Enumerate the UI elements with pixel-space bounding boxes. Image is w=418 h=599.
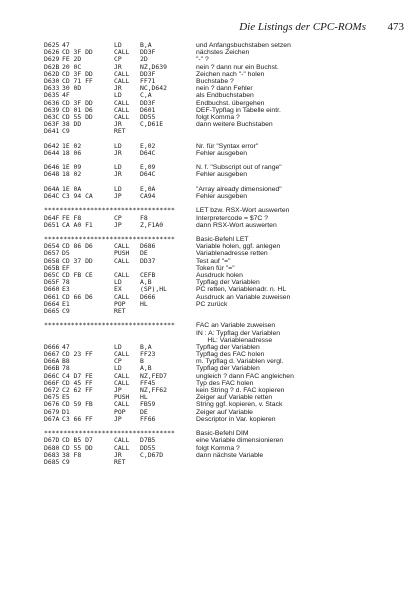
address: D639	[44, 105, 60, 114]
opcode-bytes: 47	[62, 342, 70, 351]
code-line	[44, 114, 414, 121]
code-comment: Zeiger auf Variable	[196, 408, 253, 416]
opcode-bytes: 38 DD	[62, 120, 82, 129]
operand: HL	[140, 299, 148, 308]
operand: HL	[140, 393, 148, 402]
opcode-bytes: E1	[62, 299, 70, 308]
operand: C,D67D	[140, 450, 164, 459]
code-comment: Test auf "="	[196, 257, 231, 265]
code-line	[44, 351, 414, 358]
operand: NZ,D639	[140, 62, 167, 71]
mnemonic: RET	[114, 127, 126, 136]
code-comment: und Anfangsbuchstaben setzen	[196, 42, 291, 49]
code-line	[44, 437, 414, 444]
operand: (SP),HL	[140, 285, 167, 294]
code-comment: Typflag der Variablen	[196, 365, 260, 373]
mnemonic: CALL	[114, 350, 130, 359]
section-divider	[44, 207, 414, 214]
opcode-bytes: 1E 0A	[62, 184, 82, 193]
address: D626	[44, 48, 60, 57]
mnemonic: POP	[114, 299, 126, 308]
mnemonic: POP	[114, 407, 126, 416]
code-comment: Endbuchst. übergehen	[196, 99, 265, 107]
asterisk-rule: **********************************	[44, 206, 175, 215]
address: D679	[44, 407, 60, 416]
mnemonic: CALL	[114, 98, 130, 107]
address: D685	[44, 457, 60, 466]
address: D66F	[44, 378, 60, 387]
code-comment: Variablenadresse retten	[196, 250, 268, 258]
opcode-bytes: CD 37 DD	[62, 256, 93, 265]
page-title: Die Listings der CPC-ROMs	[239, 21, 366, 33]
mnemonic: JR	[114, 450, 122, 459]
code-line	[44, 452, 414, 459]
section-comment: Basic-Befehl LET	[196, 236, 249, 244]
code-comment: Token für "="	[196, 264, 235, 272]
code-line	[44, 128, 414, 135]
address: D661	[44, 292, 60, 301]
address: D644	[44, 148, 60, 157]
operand: DD3F	[140, 69, 156, 78]
code-line	[44, 92, 414, 99]
opcode-bytes: CD 3F DD	[62, 48, 93, 57]
operand: DE	[140, 249, 148, 258]
address: D625	[44, 41, 60, 49]
code-line	[44, 358, 414, 365]
address: D651	[44, 220, 60, 229]
address: D64F	[44, 213, 60, 222]
code-line	[44, 49, 414, 56]
address: D65B	[44, 263, 60, 272]
mnemonic: CP	[114, 213, 122, 222]
code-comment: Zeichen nach "-" holen	[196, 70, 265, 78]
mnemonic: JR	[114, 84, 122, 93]
opcode-bytes: CD 23 FF	[62, 350, 93, 359]
opcode-bytes: CD 55 DD	[62, 112, 93, 121]
operand: D64C	[140, 148, 156, 157]
code-line	[44, 286, 414, 293]
code-comment: dann weitere Buchstaben	[196, 121, 273, 129]
code-line	[44, 121, 414, 128]
code-line	[44, 294, 414, 301]
code-line	[44, 42, 414, 49]
mnemonic: CALL	[114, 436, 130, 445]
code-line	[44, 143, 414, 150]
operand: D7B5	[140, 436, 156, 445]
mnemonic: CALL	[114, 112, 130, 121]
mnemonic: RET	[114, 457, 126, 466]
code-line	[44, 394, 414, 401]
code-comment: nächstes Zeichen	[196, 49, 250, 57]
mnemonic: JR	[114, 62, 122, 71]
code-comment: m. Typflag d. Variablen vergl.	[196, 358, 284, 366]
mnemonic: CALL	[114, 443, 130, 452]
address: D65C	[44, 271, 60, 279]
code-comment: Variable holen, ggf. anlegen	[196, 243, 281, 251]
code-line	[44, 78, 414, 85]
opcode-bytes: 18 02	[62, 170, 82, 179]
code-comment: Typflag des FAC holen	[196, 351, 265, 359]
mnemonic: CALL	[114, 378, 130, 387]
mnemonic: JP	[114, 220, 122, 229]
code-line	[44, 380, 414, 387]
opcode-bytes: C4 D7 FE	[62, 371, 93, 380]
opcode-bytes: C2 62 FF	[62, 386, 93, 394]
mnemonic: CALL	[114, 256, 130, 265]
mnemonic: LD	[114, 141, 122, 150]
code-line	[44, 85, 414, 92]
opcode-bytes: CA A0 F1	[62, 220, 93, 229]
operand: Z,F1A0	[140, 220, 164, 229]
mnemonic: LD	[114, 163, 122, 172]
address: D62B	[44, 62, 60, 71]
code-comment: ungleich ? dann FAC angleichen	[196, 372, 294, 380]
opcode-bytes: CD FB CE	[62, 271, 93, 279]
operand: B	[140, 357, 144, 366]
address: D630	[44, 76, 60, 85]
code-comment: Descriptor in Var. kopieren	[196, 415, 276, 423]
address: D666	[44, 342, 60, 351]
code-line	[44, 365, 414, 372]
operand: B,A	[140, 342, 152, 351]
mnemonic: CALL	[114, 76, 130, 85]
address: D66A	[44, 357, 60, 366]
mnemonic: JR	[114, 148, 122, 157]
operand: A,B	[140, 364, 152, 373]
opcode-bytes: CD 3F DD	[62, 69, 93, 78]
operand: NC,D642	[140, 84, 167, 93]
code-comment: Buchstabe ?	[196, 77, 234, 85]
section-comment: HL: Variablenadresse	[196, 336, 273, 344]
code-comment: Fehler ausgeben	[196, 149, 248, 157]
code-comment: Typflag der Variablen	[196, 343, 260, 351]
mnemonic: CALL	[114, 271, 130, 279]
opcode-bytes: 1E 09	[62, 163, 82, 172]
opcode-bytes: D1	[62, 407, 70, 416]
code-comment: DEF-Typflag in Tabelle eintr.	[196, 106, 281, 114]
address: D65F	[44, 278, 60, 287]
opcode-bytes: CD 01 D6	[62, 105, 93, 114]
code-comment: "-" ?	[196, 56, 209, 64]
operand: D666	[140, 292, 156, 301]
section-comment-line	[44, 330, 414, 337]
code-comment: nein ? dann Fehler	[196, 85, 253, 93]
address: D676	[44, 400, 60, 409]
opcode-bytes: 78	[62, 364, 70, 373]
mnemonic: CALL	[114, 69, 130, 78]
opcode-bytes: B8	[62, 357, 70, 366]
code-line	[44, 64, 414, 71]
address: D664	[44, 299, 60, 308]
address: D63F	[44, 120, 60, 129]
address: D675	[44, 393, 60, 402]
code-line	[44, 373, 414, 380]
code-comment: folgt Komma ?	[196, 113, 240, 121]
address: D667	[44, 350, 60, 359]
mnemonic: JP	[114, 386, 122, 394]
page-number: 473	[387, 21, 404, 33]
opcode-bytes: CD 3F DD	[62, 98, 93, 107]
mnemonic: CALL	[114, 400, 130, 409]
code-line	[44, 193, 414, 200]
opcode-bytes: 4F	[62, 91, 70, 100]
opcode-bytes: 78	[62, 278, 70, 287]
address: D64A	[44, 184, 60, 193]
code-comment: Interpretercode = $7C ?	[196, 214, 268, 222]
section-divider	[44, 322, 414, 329]
address: D680	[44, 443, 60, 452]
operand: E,0A	[140, 184, 156, 193]
mnemonic: CALL	[114, 242, 130, 251]
code-comment: PC zurück	[196, 300, 228, 308]
address: D646	[44, 163, 60, 172]
operand: FB59	[140, 400, 156, 409]
address: D642	[44, 141, 60, 150]
opcode-bytes: FE F8	[62, 213, 82, 222]
code-line	[44, 301, 414, 308]
opcode-bytes: CD 66 D6	[62, 292, 93, 301]
code-comment: folgt Komma ?	[196, 444, 240, 452]
mnemonic: LD	[114, 184, 122, 193]
address: D636	[44, 98, 60, 107]
mnemonic: EX	[114, 285, 122, 294]
opcode-bytes: C9	[62, 457, 70, 466]
code-line	[44, 265, 414, 272]
code-line	[44, 308, 414, 315]
code-line	[44, 258, 414, 265]
page-header	[0, 0, 418, 40]
code-comment: Typflag der Variablen	[196, 279, 260, 287]
operand: F8	[140, 213, 148, 222]
section-comment: IN : A: Typflag der Variablen	[196, 329, 281, 337]
code-line	[44, 409, 414, 416]
code-comment: "Array already dimensioned"	[196, 185, 282, 193]
operand: C,D61E	[140, 120, 164, 129]
code-comment: String ggf. kopieren, v. Stack	[196, 401, 283, 409]
mnemonic: LD	[114, 278, 122, 287]
code-line	[44, 387, 414, 394]
mnemonic: JR	[114, 120, 122, 129]
operand: E,09	[140, 163, 156, 172]
mnemonic: PUSH	[114, 249, 130, 258]
opcode-bytes: EF	[62, 263, 70, 272]
address: D648	[44, 170, 60, 179]
operand: FF23	[140, 350, 156, 359]
code-comment: N. f. "Subscript out of range"	[196, 164, 282, 172]
address: D660	[44, 285, 60, 294]
blank-line	[44, 135, 414, 142]
operand: A,B	[140, 278, 152, 287]
code-comment: Ausdruck an Variable zuweisen	[196, 293, 291, 301]
operand: NZ,FF62	[140, 386, 167, 394]
code-comment: dann nächste Variable	[196, 451, 264, 459]
operand: D686	[140, 242, 156, 251]
code-comment: dann RSX-Wort auswerten	[196, 221, 277, 229]
address: D67A	[44, 414, 60, 423]
code-comment: eine Variable dimensionieren	[196, 437, 284, 445]
operand: CEFB	[140, 271, 156, 279]
address: D66C	[44, 371, 60, 380]
address: D665	[44, 306, 60, 315]
opcode-bytes: FE 2D	[62, 55, 82, 64]
code-line	[44, 222, 414, 229]
opcode-bytes: E5	[62, 393, 70, 402]
code-comment: Nr. für "Syntax error"	[196, 142, 259, 150]
address: D629	[44, 55, 60, 64]
address: D657	[44, 249, 60, 258]
address: D67D	[44, 436, 60, 445]
code-line	[44, 56, 414, 63]
mnemonic: LD	[114, 364, 122, 373]
opcode-bytes: 20 0C	[62, 62, 82, 71]
section-divider	[44, 430, 414, 437]
operand: D64C	[140, 170, 156, 179]
address: D683	[44, 450, 60, 459]
opcode-bytes: 1E 02	[62, 141, 82, 150]
operand: CA94	[140, 191, 156, 200]
code-line	[44, 459, 414, 466]
code-line	[44, 171, 414, 178]
operand: DD55	[140, 112, 156, 121]
section-comment: LET bzw. RSX-Wort auswerten	[196, 207, 290, 215]
code-line	[44, 164, 414, 171]
operand: FF71	[140, 76, 156, 85]
mnemonic: RET	[114, 306, 126, 315]
address: D633	[44, 84, 60, 93]
code-comment: Zeiger auf Variable retten	[196, 394, 273, 402]
operand: D601	[140, 105, 156, 114]
opcode-bytes: CD 86 D6	[62, 242, 93, 251]
assembly-listing	[44, 42, 414, 466]
address: D654	[44, 242, 60, 251]
operand: E,02	[140, 141, 156, 150]
code-line	[44, 279, 414, 286]
code-line	[44, 150, 414, 157]
mnemonic: CALL	[114, 105, 130, 114]
mnemonic: LD	[114, 342, 122, 351]
opcode-bytes: 47	[62, 41, 70, 49]
opcode-bytes: C3 94 CA	[62, 191, 93, 200]
mnemonic: CALL	[114, 371, 130, 380]
operand: B,A	[140, 41, 152, 49]
mnemonic: JP	[114, 414, 122, 423]
code-line	[44, 186, 414, 193]
address: D658	[44, 256, 60, 265]
code-line	[44, 250, 414, 257]
opcode-bytes: 18 06	[62, 148, 82, 157]
operand: C,A	[140, 91, 152, 100]
code-comment: Ausdruck holen	[196, 272, 243, 279]
address: D672	[44, 386, 60, 394]
code-line	[44, 416, 414, 423]
code-comment: PC retten, Variablenadr. n. HL	[196, 286, 287, 294]
code-line	[44, 100, 414, 107]
mnemonic: JR	[114, 170, 122, 179]
operand: DD3F	[140, 98, 156, 107]
opcode-bytes: E3	[62, 285, 70, 294]
address: D641	[44, 127, 60, 136]
code-line	[44, 243, 414, 250]
mnemonic: LD	[114, 91, 122, 100]
opcode-bytes: 38 F8	[62, 450, 82, 459]
opcode-bytes: C9	[62, 127, 70, 136]
blank-line	[44, 179, 414, 186]
opcode-bytes: CD 55 DD	[62, 443, 93, 452]
operand: FF45	[140, 378, 156, 387]
mnemonic: JP	[114, 191, 122, 200]
mnemonic: CALL	[114, 292, 130, 301]
code-comment: kein String ? d. FAC kopieren	[196, 387, 285, 394]
operand: DD3F	[140, 48, 156, 57]
operand: DD37	[140, 256, 156, 265]
mnemonic: LD	[114, 41, 122, 49]
opcode-bytes: CD B5 D7	[62, 436, 93, 445]
opcode-bytes: 30 0D	[62, 84, 82, 93]
mnemonic: CP	[114, 357, 122, 366]
asterisk-rule: **********************************	[44, 321, 175, 330]
asterisk-rule: **********************************	[44, 429, 175, 438]
operand: FF66	[140, 414, 156, 423]
opcode-bytes: CD 45 FF	[62, 378, 93, 387]
mnemonic: CALL	[114, 48, 130, 57]
mnemonic: PUSH	[114, 393, 130, 402]
opcode-bytes: C3 66 FF	[62, 414, 93, 423]
asterisk-rule: **********************************	[44, 235, 175, 244]
operand: 2D	[140, 55, 148, 64]
address: D63C	[44, 112, 60, 121]
section-comment-line	[44, 337, 414, 344]
code-line	[44, 272, 414, 279]
address: D64C	[44, 191, 60, 200]
mnemonic: CP	[114, 55, 122, 64]
opcode-bytes: CD 71 FF	[62, 76, 93, 85]
code-line	[44, 445, 414, 452]
address: D66B	[44, 364, 60, 373]
code-line	[44, 71, 414, 78]
blank-line	[44, 157, 414, 164]
address: D62D	[44, 69, 60, 78]
operand: NZ,FED7	[140, 371, 167, 380]
code-comment: Fehler ausgeben	[196, 192, 248, 200]
code-comment: Typ des FAC holen	[196, 379, 254, 387]
section-divider	[44, 236, 414, 243]
section-comment: FAC an Variable zuweisen	[196, 322, 276, 330]
operand: DD55	[140, 443, 156, 452]
code-comment: als Endbuchstaben	[196, 92, 254, 100]
opcode-bytes: D5	[62, 249, 70, 258]
code-comment: nein ? dann nur ein Buchst.	[196, 63, 279, 71]
code-comment: Fehler ausgeben	[196, 171, 248, 179]
code-line	[44, 344, 414, 351]
code-line	[44, 401, 414, 408]
operand: DE	[140, 407, 148, 416]
code-line	[44, 215, 414, 222]
section-comment: Basic-Befehl DIM	[196, 430, 249, 438]
code-line	[44, 107, 414, 114]
address: D635	[44, 91, 60, 100]
opcode-bytes: CD 59 FB	[62, 400, 93, 409]
opcode-bytes: C9	[62, 306, 70, 315]
